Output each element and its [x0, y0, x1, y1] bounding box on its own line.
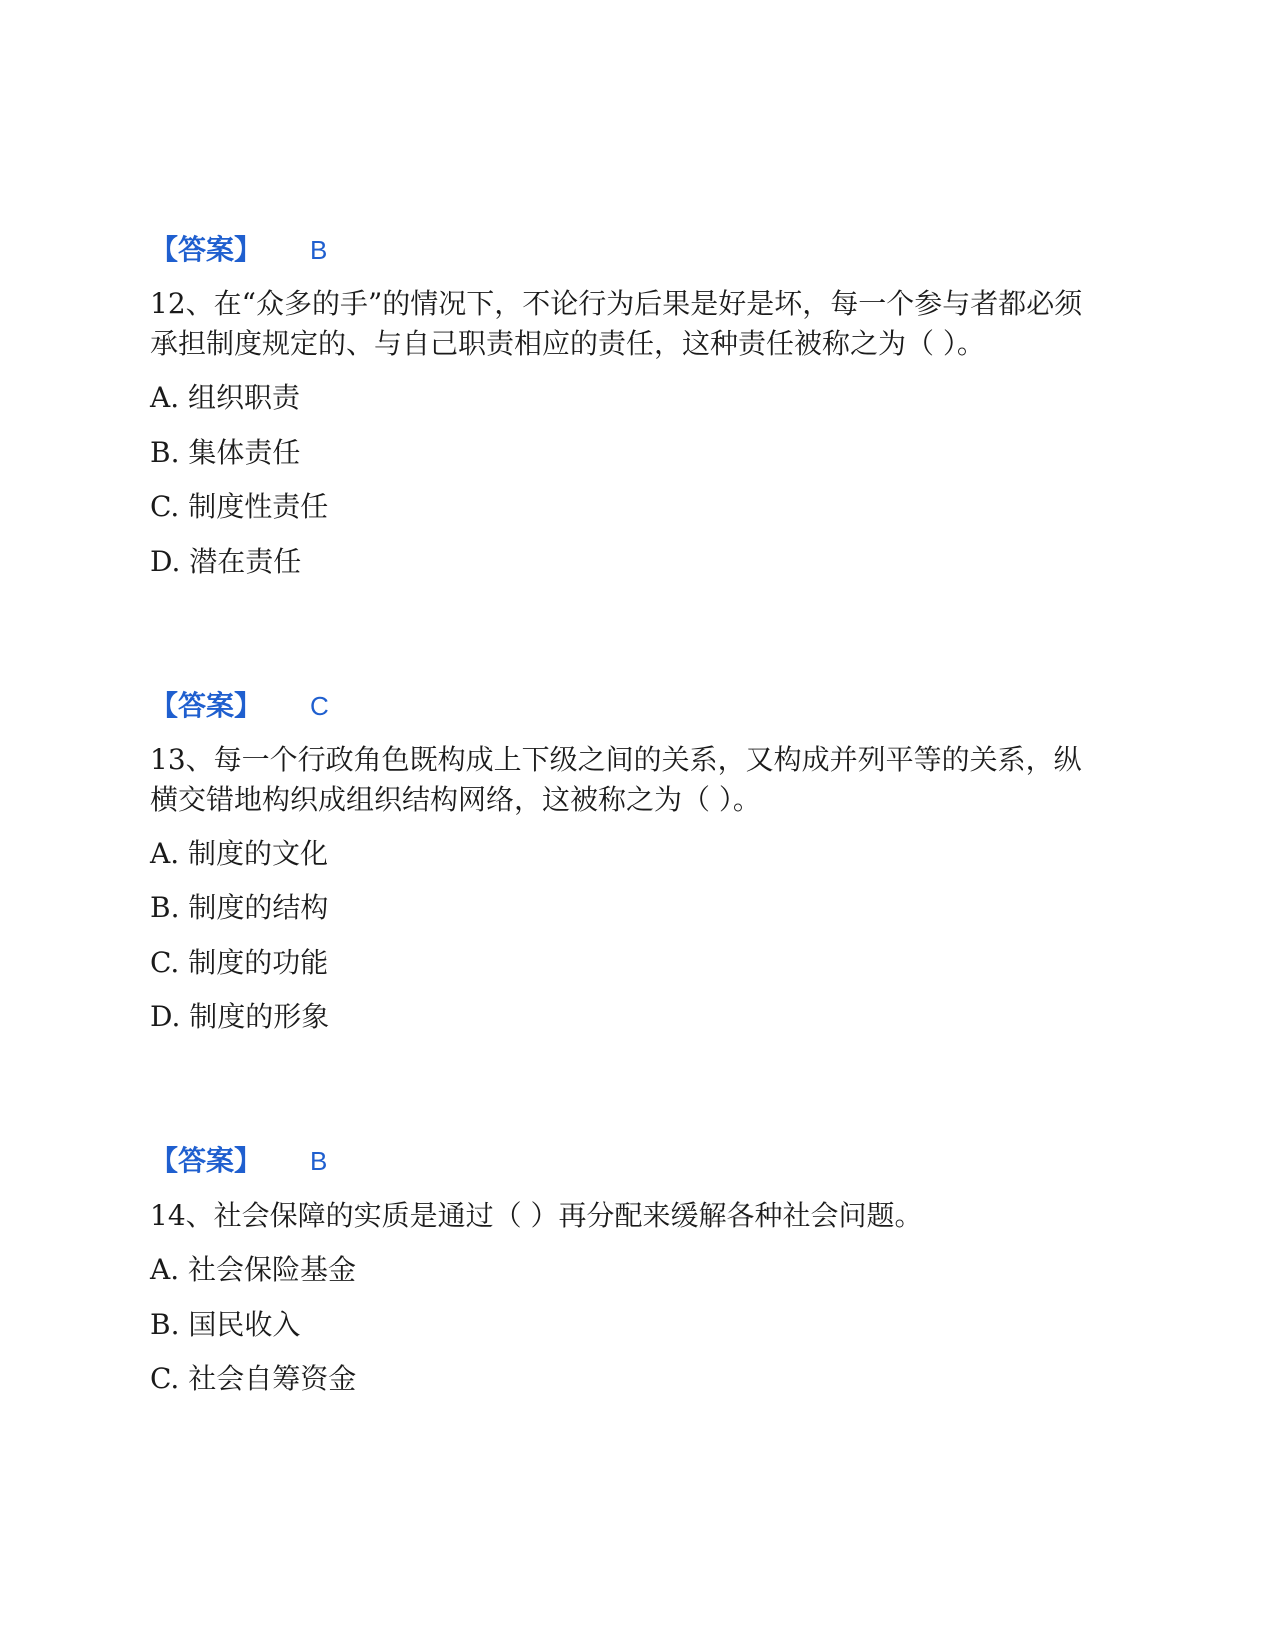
question-14-line-1: 14、社会保障的实质是通过（ ）再分配来缓解各种社会问题。 — [150, 1199, 923, 1232]
question-14-option-c: C. 社会自筹资金 — [150, 1362, 357, 1395]
answer-value: C — [310, 691, 329, 721]
answer-row-12 — [150, 686, 550, 726]
answer-value: B — [310, 1146, 328, 1176]
question-13-line-2: 横交错地构织成组织结构网络，这被称之为（ ）。 — [150, 783, 761, 816]
question-12-option-c: C. 制度性责任 — [150, 490, 329, 523]
question-12-option-b: B. 集体责任 — [150, 436, 301, 469]
question-12-option-d: D. 潜在责任 — [150, 545, 302, 578]
answer-value: B — [310, 235, 328, 265]
question-12-line-1: 12、在“众多的手”的情况下，不论行为后果是好是坏，每一个参与者都必须 — [150, 287, 1083, 320]
question-13-option-a: A. 制度的文化 — [150, 837, 329, 870]
question-14-option-a: A. 社会保险基金 — [150, 1253, 357, 1286]
answer-label: 【答案】 — [150, 233, 263, 266]
answer-label: 【答案】 — [150, 689, 263, 722]
answer-row-13 — [150, 1141, 550, 1181]
question-13-option-b: B. 制度的结构 — [150, 891, 329, 924]
answer-label: 【答案】 — [150, 1144, 263, 1177]
question-14-option-b: B. 国民收入 — [150, 1308, 301, 1341]
answer-row-11 — [150, 230, 550, 270]
question-13-line-1: 13、每一个行政角色既构成上下级之间的关系，又构成并列平等的关系，纵 — [150, 743, 1082, 776]
question-13-option-c: C. 制度的功能 — [150, 946, 329, 979]
question-13-option-d: D. 制度的形象 — [150, 1000, 330, 1033]
question-12-line-2: 承担制度规定的、与自己职责相应的责任，这种责任被称之为（ ）。 — [150, 327, 985, 360]
question-12-option-a: A. 组织职责 — [150, 381, 301, 414]
